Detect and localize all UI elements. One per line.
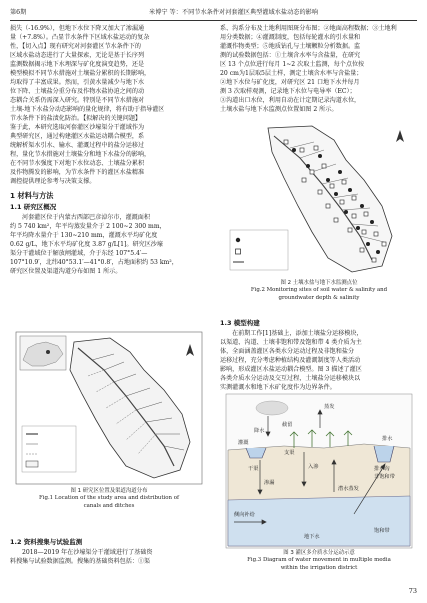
text-line: 体，全面涵盖灌区各类水分运动过程及非饱和盐分 xyxy=(220,348,355,355)
figure-2 xyxy=(224,120,414,302)
figure-1-caption-cn: 图 1 研究区位置及渠道沟道分布 xyxy=(70,488,148,494)
subsection-heading: 1.3 模型构建 xyxy=(220,319,260,327)
figure-3 xyxy=(224,392,414,572)
groundwater-well-point xyxy=(382,242,386,246)
text-line: 用分类数据；④灌溉制度，包括每轮灌水的引水量和 xyxy=(220,34,361,41)
study-area-paragraph xyxy=(10,213,208,276)
soil-monitoring-point xyxy=(326,178,330,182)
groundwater-well-point xyxy=(352,196,356,200)
running-header xyxy=(10,5,417,17)
figure-2-caption-en: Fig.2 Monitoring sites of soil water & salinity and xyxy=(250,287,388,294)
text-line: 料搜集与试验数据监测。搜集的基础资料包括：①渠 xyxy=(10,558,151,565)
soil-monitoring-point xyxy=(338,170,342,174)
monitoring-sites-map xyxy=(224,120,414,280)
figure-3-caption-cn: 图 3 灌区多介质水分运动示意 xyxy=(283,550,355,556)
text-line: 节水条件下的盐渍化防治。【拟解决的关键问题】 xyxy=(10,115,142,122)
text-line: 系、沟系分布及土地利用图斑分布图；②地面高程数据；③土地利 xyxy=(220,25,397,32)
diagram-label: 截留 xyxy=(282,422,293,428)
figure-2-caption-cn: 图 2 土壤水盐与地下水监测点位 xyxy=(280,280,358,286)
text-line: 典型研究区，通过构建灌区水盐运动耦合模型，系 xyxy=(10,133,145,140)
text-line: 模型模拟不同节水措施对土壤盐分累积的长期影响， xyxy=(10,70,151,77)
text-line: 在不同节水强度下对地下水位动态、土壤盐分累积 xyxy=(10,160,145,167)
diagram-label: 地下水 xyxy=(304,534,320,540)
figure-1 xyxy=(14,330,204,510)
text-line: 0.62 g/L，地下水平均矿化度 3.87 g/L[1]。研究区沙壕 xyxy=(10,241,163,248)
soil-monitoring-point xyxy=(366,242,370,246)
figure-3-caption-en: Fig.3 Diagram of water movement in multiple media xyxy=(247,557,391,564)
diagram-label: 潜水蒸发 xyxy=(338,486,359,492)
groundwater-well-point xyxy=(340,200,344,204)
header-rule xyxy=(10,20,417,21)
text-line: 及作物腾发的影响，为节水条件下的灌区水盐精准 xyxy=(10,169,145,176)
subsection-heading: 1.2 资料搜集与试验监测 xyxy=(10,538,83,546)
section-heading: 1 材料与方法 xyxy=(10,191,54,200)
subsection-heading: 1.1 研究区概况 xyxy=(10,203,57,211)
right-column xyxy=(220,24,417,114)
groundwater-well-point xyxy=(352,214,356,218)
text-line: 以渠道、沟道、土壤非饱和带及饱和带 4 类介质为主 xyxy=(220,339,362,346)
diagram-label: 饱和带 xyxy=(374,528,390,534)
text-line: 土壤水盐与地下水监测点位置如图 2 所示。 xyxy=(220,106,338,113)
intro-paragraph xyxy=(10,24,208,186)
text-line: 在前期工作[1]基础上，添加土壤盐分运移模块， xyxy=(232,330,363,337)
diagram-label: 非饱和带 xyxy=(374,474,395,480)
diagram-label: 灌溉 xyxy=(238,440,249,446)
text-line: 灌溉作物类型；⑤地质钻孔与土壤颗粒分析数据。监 xyxy=(220,43,361,50)
water-movement-diagram xyxy=(224,392,414,550)
groundwater-well-point xyxy=(364,212,368,216)
soil-monitoring-point xyxy=(306,164,310,168)
groundwater-well-point xyxy=(374,232,378,236)
diagram-label: 干渠 xyxy=(248,466,259,472)
figure-2-caption-en-2: groundwater depth & salinity xyxy=(278,294,360,301)
soil-monitoring-point xyxy=(360,204,364,208)
text-line: 107°10.9′，北纬40°53.1′—41°0.8′，占地面积约 53 km²， xyxy=(10,259,178,266)
groundwater-well-point xyxy=(310,170,314,174)
text-line: 性，【切入点】现有研究对河套灌区节水条件下的 xyxy=(10,43,142,50)
diagram-label: 入渗 xyxy=(308,464,319,470)
diagram-label: 侧向补给 xyxy=(234,512,255,518)
text-line: 测的试验数据包括：①土壤含水率与含盐量，在研究 xyxy=(220,52,361,59)
soil-monitoring-point xyxy=(370,220,374,224)
right-column-mid xyxy=(220,316,417,392)
issue-number: 第6期 xyxy=(10,8,27,16)
text-line: 监测数据揭示地下水埋深与矿化度演变趋势，还是 xyxy=(10,61,145,68)
text-line: 区域水盐动态进行了大量探索，无论是基于长序列 xyxy=(10,52,145,59)
groundwater-well-point xyxy=(342,180,346,184)
text-line: 2018—2019 年在沙壕渠分干灌域进行了基础资 xyxy=(22,549,153,556)
groundwater-well-point xyxy=(330,184,334,188)
soil-monitoring-point xyxy=(344,210,348,214)
text-line: 统解析渠水引水、输水、灌溉过程中的盐分运移过 xyxy=(10,142,145,149)
groundwater-well-point xyxy=(362,230,366,234)
diagram-label: 支渠 xyxy=(284,450,295,456)
text-line: 区 13 个点位进行每月 1~2 次取土监测，每个点位按 xyxy=(220,61,365,68)
groundwater-well-point xyxy=(284,140,288,144)
text-line: 测 3 次取样观测，记录地下水位与电导率（EC）； xyxy=(220,88,356,95)
text-line: 20 cm为1层取5层土样，测定土壤含水率与含盐量； xyxy=(220,70,363,77)
groundwater-well-point xyxy=(326,204,330,208)
text-line: 河套灌区位于内蒙古西部巴彦淖尔市，灌溉面积 xyxy=(22,214,150,221)
diagram-label: 蒸发 xyxy=(324,404,335,410)
soil-monitoring-point xyxy=(348,188,352,192)
groundwater-well-point xyxy=(318,190,322,194)
page-number: 73 xyxy=(408,587,417,595)
text-line: 损失（-16.9%），但地下水位下降又加大了渗漏通 xyxy=(10,25,145,32)
text-line: 态耦合关系仍需深入研究。特别是不同节水措施对 xyxy=(10,97,145,104)
groundwater-well-point xyxy=(348,228,352,232)
diagram-label: 排水沟 xyxy=(374,466,390,472)
text-line: 程，量化节水措施对土壤盐分和地下水盐分的影响， xyxy=(10,151,151,158)
text-line: 研究区位置及渠道沟道分布如图 1 所示。 xyxy=(10,268,122,275)
diagram-label: 降水 xyxy=(254,428,265,434)
left-column-bottom xyxy=(10,535,208,566)
text-line: 约 5 740 km²，年平均蒸发量介于 2 100~2 300 mm， xyxy=(10,223,166,230)
text-line: 渠分干灌域位于解放闸灌域，介于东经 107°5.4′— xyxy=(10,250,148,257)
figure-3-caption-en-2: within the irrigation district xyxy=(280,564,358,571)
left-column xyxy=(10,24,208,276)
text-line: 鉴于此，本研究选取河套灌区沙壕渠分干灌域作为 xyxy=(10,124,145,131)
groundwater-well-point xyxy=(314,146,318,150)
groundwater-well-point xyxy=(322,164,326,168)
diagram-label: 排水 xyxy=(382,436,393,442)
soil-monitoring-point xyxy=(318,154,322,158)
text-line: 量（+7.8%）。凸显节水条件下区域水盐运动的复杂 xyxy=(10,34,150,41)
groundwater-well-point xyxy=(302,178,306,182)
text-line: 位下降、土壤盐分重分布及作物水盐协迫之间的动 xyxy=(10,88,145,95)
text-line: 调控提供理论参考与决策支撑。 xyxy=(10,178,96,185)
soil-monitoring-point xyxy=(292,148,296,152)
text-line: ②地下水位与矿化度，对研究区 21 口地下水井每月 xyxy=(220,79,360,86)
text-line: 年平均降水量介于 130~210 mm，灌溉水平均矿化度 xyxy=(10,232,158,239)
text-line: ③沟道出口水位，利用自动在计定期记录沟道水位， xyxy=(220,97,361,104)
soil-monitoring-point xyxy=(376,250,380,254)
cloud-icon xyxy=(256,401,288,415)
groundwater-well-point xyxy=(372,258,376,262)
soil-monitoring-point xyxy=(334,192,338,196)
north-arrow-icon xyxy=(396,130,404,142)
text-line: 各类介质水分运动及交互过程，土壤盐分运移模块以 xyxy=(220,375,361,382)
text-line: 实测灌溉水和地下水矿化度作为边界条件。 xyxy=(220,384,336,391)
text-line: 影响，形成灌区水盐运动耦合模型。图 3 描述了灌区 xyxy=(220,366,362,373)
figure-1-caption-en-2: canals and ditches xyxy=(83,502,135,509)
text-line: 土壤-地下水盐分动态影响的量化规律，将有助于指导灌区 xyxy=(10,106,165,113)
study-area-map xyxy=(14,330,204,488)
running-title: 米博宁 等：不同节水条件对河套灌区典型灌域水盐动态的影响 xyxy=(148,8,319,16)
groundwater-well-point xyxy=(300,148,304,152)
figure-1-caption-en: Fig.1 Location of the study area and distribution of xyxy=(39,495,179,502)
groundwater-well-point xyxy=(334,218,338,222)
diagram-label: 渗漏 xyxy=(264,480,275,486)
groundwater-well-point xyxy=(360,248,364,252)
text-line: 运移过程，充分考虑种植结构及灌溉制度等人类活动 xyxy=(220,357,361,364)
text-line: 均取得了丰富成果。然而，引黄水量减少与地下水 xyxy=(10,79,145,86)
soil-monitoring-point xyxy=(356,226,360,230)
